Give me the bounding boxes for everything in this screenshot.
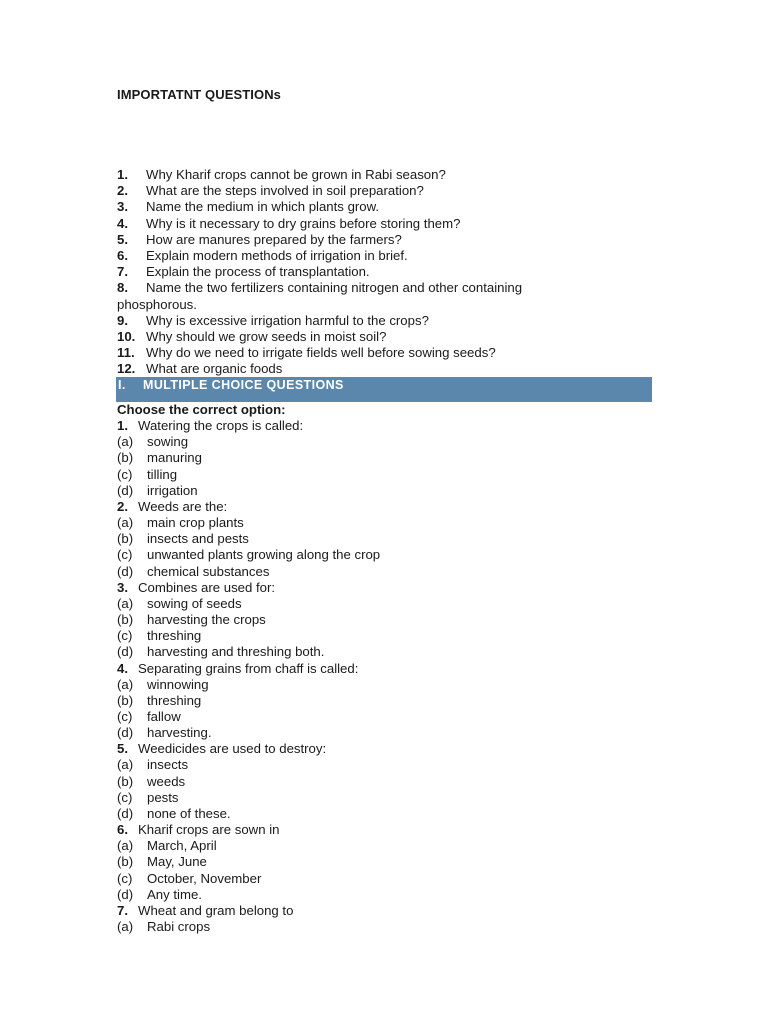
- option-text: chemical substances: [147, 563, 270, 579]
- mcq-option: [117, 612, 617, 628]
- option-text: May, June: [147, 854, 207, 870]
- option-text: sowing: [147, 434, 189, 450]
- option-tag: (b): [117, 773, 134, 789]
- option-tag: (a): [117, 838, 134, 854]
- section-numeral: I.: [118, 378, 126, 392]
- option-tag: (b): [117, 854, 134, 870]
- important-questions-list: [117, 167, 587, 378]
- mcq-option: [117, 887, 617, 903]
- question-number: 8.: [117, 280, 128, 296]
- option-tag: (a): [117, 595, 134, 611]
- option-tag: (c): [117, 466, 133, 482]
- question-item: [117, 313, 587, 329]
- mcq-text: Weedicides are used to destroy:: [138, 741, 327, 757]
- question-text: What are organic foods: [146, 361, 283, 377]
- mcq-option: [117, 547, 617, 563]
- mcq-option: [117, 757, 617, 773]
- option-text: insects and pests: [147, 531, 249, 547]
- option-text: March, April: [147, 838, 217, 854]
- mcq-option: [117, 515, 617, 531]
- option-text: Any time.: [147, 886, 202, 902]
- option-text: threshing: [147, 692, 202, 708]
- mcq-option: [117, 919, 617, 935]
- option-tag: (d): [117, 482, 134, 498]
- question-item: [117, 216, 587, 232]
- option-text: manuring: [147, 450, 202, 466]
- mcq-number: 4.: [117, 660, 128, 676]
- mcq-option: [117, 450, 617, 466]
- option-text: none of these.: [147, 805, 231, 821]
- option-text: irrigation: [147, 482, 198, 498]
- question-number: 10.: [117, 329, 136, 345]
- question-number: 9.: [117, 312, 128, 328]
- question-text: Why Kharif crops cannot be grown in Rabi season?: [146, 167, 446, 182]
- mcq-question: [117, 499, 617, 515]
- section-heading-bar: [116, 377, 652, 402]
- question-item: [117, 264, 587, 280]
- option-tag: (b): [117, 612, 134, 628]
- mcq-option: [117, 790, 617, 806]
- instruction-text: Choose the correct option:: [117, 402, 286, 417]
- option-text: October, November: [147, 870, 262, 886]
- mcq-option: [117, 871, 617, 887]
- option-tag: (a): [117, 757, 134, 773]
- mcq-option: [117, 596, 617, 612]
- option-tag: (c): [117, 870, 133, 886]
- question-number: 2.: [117, 183, 128, 199]
- question-text: Name the two fertilizers containing nitrogen and other containing: [146, 280, 523, 296]
- mcq-question: [117, 418, 617, 434]
- mcq-option: [117, 467, 617, 483]
- option-text: sowing of seeds: [147, 595, 242, 611]
- question-text: How are manures prepared by the farmers?: [146, 231, 402, 247]
- question-item: [117, 232, 587, 248]
- option-tag: (c): [117, 708, 133, 724]
- question-item: [117, 199, 587, 215]
- option-tag: (d): [117, 805, 134, 821]
- mcq-option: [117, 644, 617, 660]
- option-tag: (d): [117, 725, 134, 741]
- question-text: Explain modern methods of irrigation in brief.: [146, 248, 408, 264]
- question-number: 11.: [117, 345, 135, 361]
- mcq-option: [117, 434, 617, 450]
- option-text: insects: [147, 757, 189, 773]
- question-number: 5.: [117, 231, 128, 247]
- option-tag: (c): [117, 547, 133, 563]
- question-item: [117, 183, 587, 199]
- mcq-number: 5.: [117, 741, 128, 757]
- option-text: unwanted plants growing along the crop: [147, 547, 381, 563]
- question-number: 4.: [117, 215, 128, 231]
- mcq-number: 7.: [117, 902, 128, 918]
- mcq-option: [117, 531, 617, 547]
- mcq-option: [117, 677, 617, 693]
- question-text: Why should we grow seeds in moist soil?: [146, 329, 387, 345]
- mcq-question: [117, 822, 617, 838]
- question-text: Why is it necessary to dry grains before storing them?: [146, 215, 461, 231]
- option-text: weeds: [147, 773, 186, 789]
- section-title: MULTIPLE CHOICE QUESTIONS: [143, 378, 344, 392]
- question-continuation: phosphorous.: [117, 296, 197, 312]
- question-item: [117, 345, 587, 361]
- question-number: 7.: [117, 264, 128, 280]
- mcq-question: [117, 580, 617, 596]
- mcq-option: [117, 854, 617, 870]
- option-text: threshing: [147, 628, 202, 644]
- mcq-text: Weeds are the:: [138, 498, 228, 514]
- mcq-number: 3.: [117, 579, 128, 595]
- option-tag: (a): [117, 434, 134, 450]
- option-tag: (a): [117, 919, 134, 934]
- option-tag: (d): [117, 644, 134, 660]
- question-item: [117, 248, 587, 264]
- mcq-option: [117, 838, 617, 854]
- mcq-number: 2.: [117, 498, 128, 514]
- option-text: fallow: [147, 708, 181, 724]
- question-text: What are the steps involved in soil preparation?: [146, 183, 424, 199]
- question-number: 6.: [117, 248, 128, 264]
- mcq-option: [117, 774, 617, 790]
- mcq-question: [117, 741, 617, 757]
- mcq-option: [117, 564, 617, 580]
- mcq-text: Wheat and gram belong to: [138, 902, 294, 918]
- question-item: [117, 167, 587, 183]
- mcq-option: [117, 628, 617, 644]
- question-text: Name the medium in which plants grow.: [146, 199, 380, 215]
- question-text: Why is excessive irrigation harmful to the crops?: [146, 312, 429, 328]
- option-text: harvesting the crops: [147, 612, 266, 628]
- option-tag: (a): [117, 676, 134, 692]
- option-tag: (a): [117, 515, 134, 531]
- question-item: [117, 361, 587, 377]
- mcq-question: [117, 903, 617, 919]
- option-text: main crop plants: [147, 515, 244, 531]
- mcq-question: [117, 661, 617, 677]
- mcq-list: [117, 402, 617, 935]
- mcq-text: Watering the crops is called:: [138, 418, 304, 434]
- mcq-option: [117, 725, 617, 741]
- mcq-option: [117, 483, 617, 499]
- option-tag: (d): [117, 563, 134, 579]
- option-text: winnowing: [147, 676, 209, 692]
- option-text: Rabi crops: [147, 919, 211, 934]
- option-tag: (c): [117, 789, 133, 805]
- option-text: tilling: [147, 466, 178, 482]
- option-tag: (b): [117, 450, 134, 466]
- question-item: [117, 280, 587, 296]
- question-text: Why do we need to irrigate fields well before sowing seeds?: [146, 345, 496, 361]
- option-text: harvesting and threshing both.: [147, 644, 325, 660]
- question-number: 1.: [117, 167, 128, 182]
- mcq-number: 6.: [117, 822, 128, 838]
- mcq-text: Combines are used for:: [138, 579, 276, 595]
- option-tag: (c): [117, 628, 133, 644]
- question-number: 3.: [117, 199, 128, 215]
- option-text: pests: [147, 789, 179, 805]
- mcq-option: [117, 806, 617, 822]
- mcq-number: 1.: [117, 418, 128, 434]
- question-item: [117, 329, 587, 345]
- mcq-option: [117, 693, 617, 709]
- mcq-option: [117, 709, 617, 725]
- option-text: harvesting.: [147, 725, 212, 741]
- question-number: 12.: [117, 361, 136, 377]
- option-tag: (d): [117, 886, 134, 902]
- option-tag: (b): [117, 531, 134, 547]
- mcq-text: Separating grains from chaff is called:: [138, 660, 359, 676]
- page-title: IMPORTATNT QUESTIONs: [117, 87, 282, 102]
- question-text: Explain the process of transplantation.: [146, 264, 370, 280]
- mcq-text: Kharif crops are sown in: [138, 822, 280, 838]
- option-tag: (b): [117, 692, 134, 708]
